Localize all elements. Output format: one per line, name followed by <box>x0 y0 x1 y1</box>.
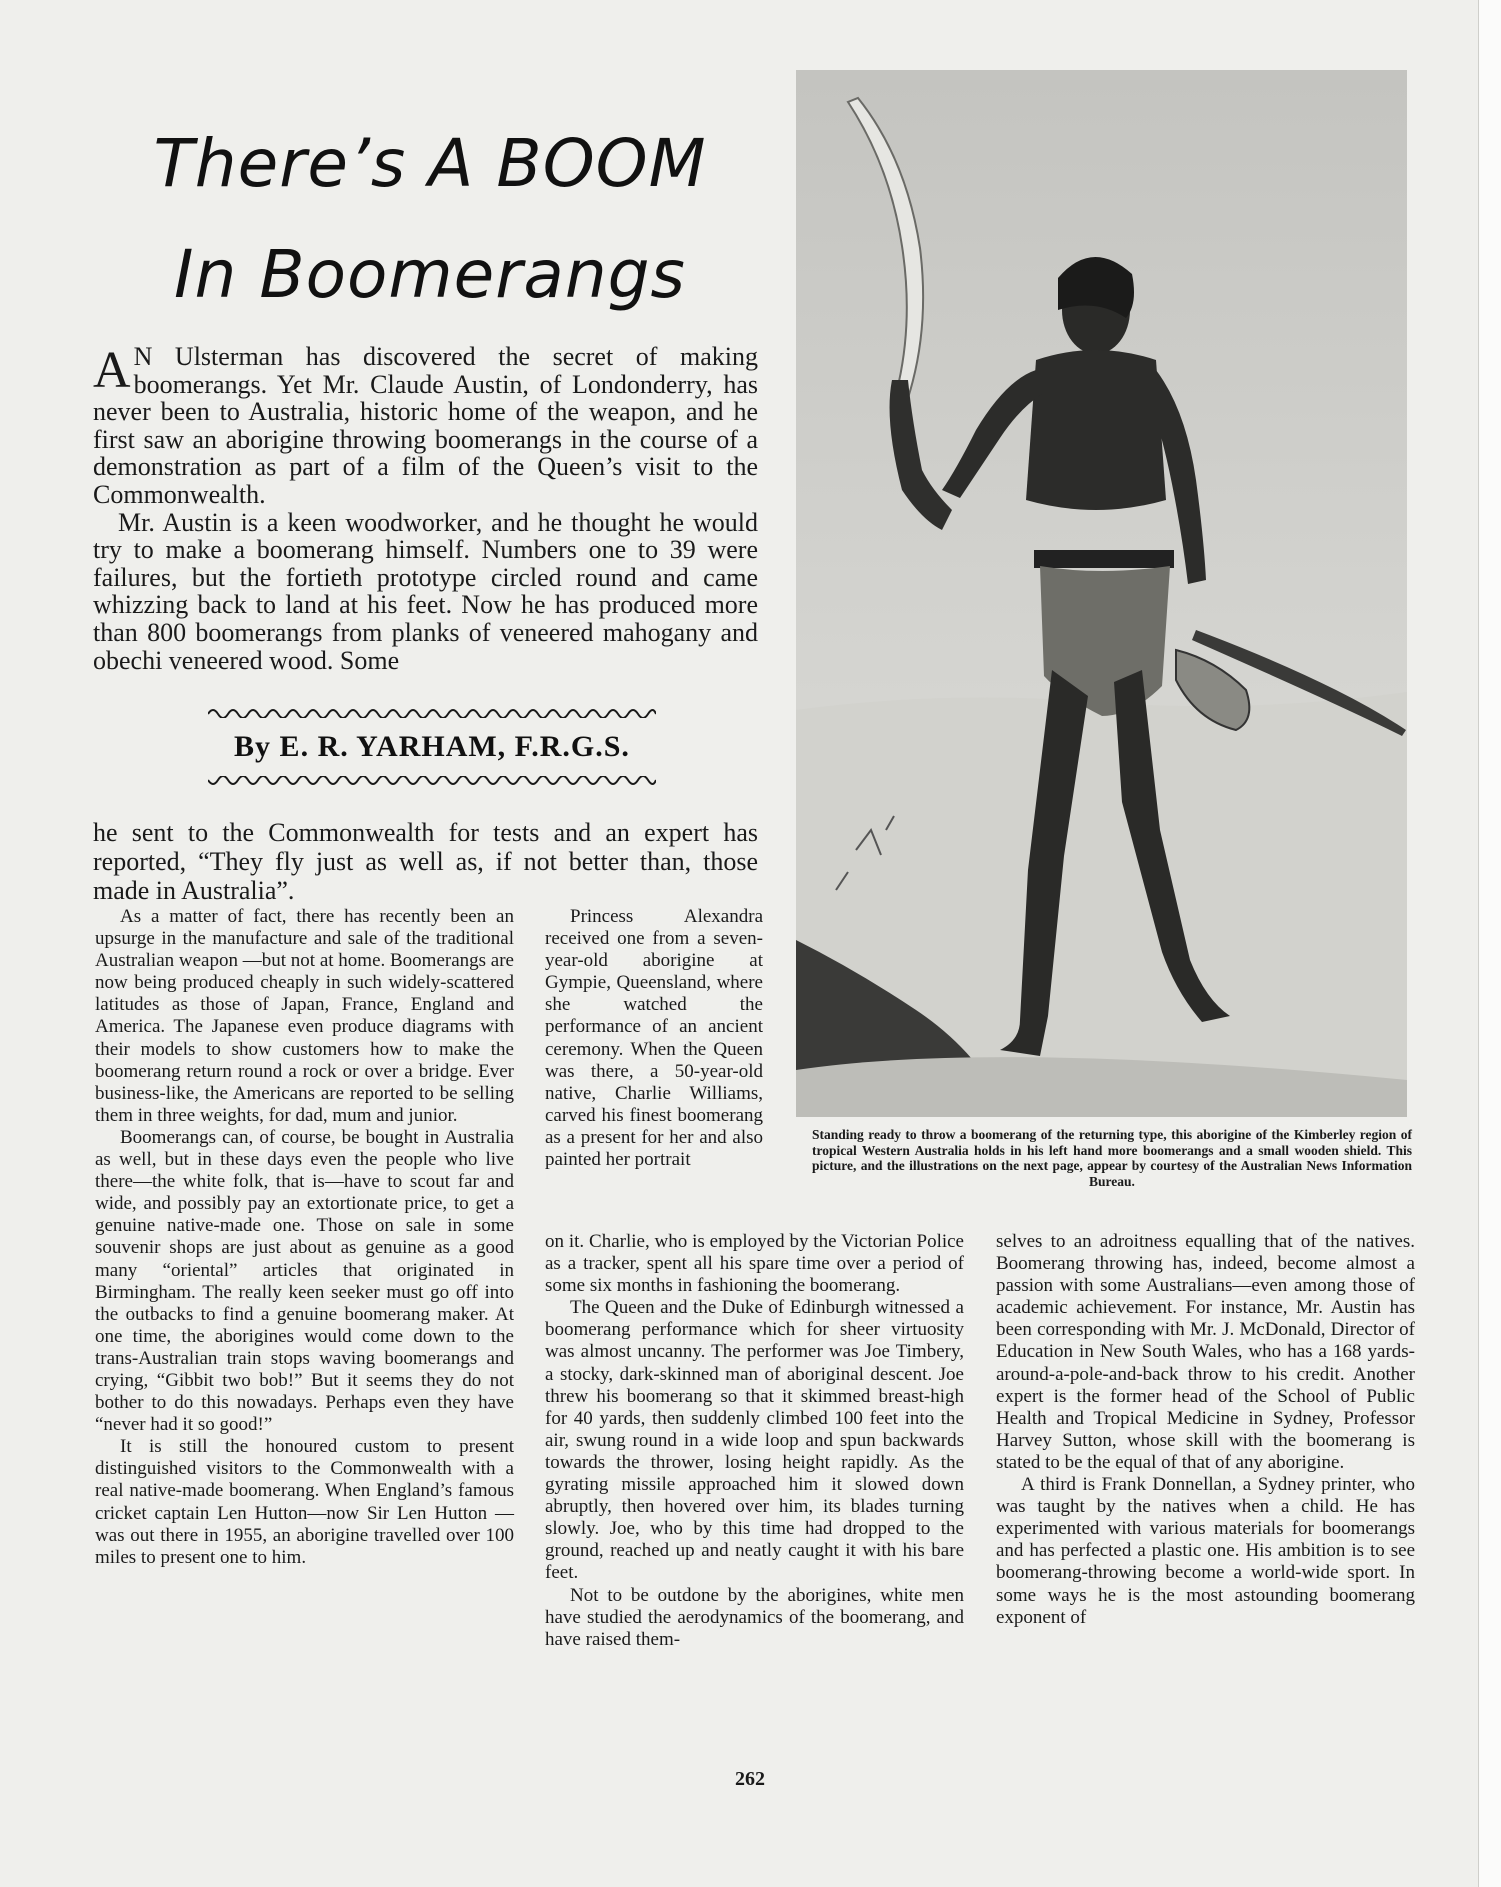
lead-continued: he sent to the Commonwealth for tests and an expert has reported, “They fly just as well as, if not better than, those made in Australia”. <box>93 818 758 905</box>
col2-bottom-paragraph-1: on it. Charlie, who is employed by the Victorian Police as a tracker, spent all his spare time over a period of some six months in fashioning the boomerang. <box>545 1231 964 1297</box>
byline-rule-top <box>208 704 656 718</box>
lead-paragraph-2: Mr. Austin is a keen woodworker, and he thought he would try to make a boomerang himself. Numbers one to 39 were failures, but the fortieth prototype circled round and came whizzing back to land at his feet. Now he has produced more than 800 boomerangs from planks of veneered mahogany and obechi veneered wood. Some <box>93 507 758 675</box>
column-2-bottom <box>545 1231 964 1651</box>
page-edge <box>1478 0 1501 1887</box>
lead-paragraphs <box>93 343 758 674</box>
aborigine-with-boomerang-icon <box>796 70 1407 1117</box>
title-line-1: There’s A BOOM <box>153 125 707 202</box>
column-1 <box>95 906 514 1569</box>
column-3 <box>996 1231 1415 1629</box>
title-line-2: In Boomerangs <box>174 236 686 313</box>
col2-bottom-paragraph-2: The Queen and the Duke of Edinburgh witnessed a boomerang performance which for sheer virtuosity was almost uncanny. The performer was Joe Timbery, a stocky, dark-skinned man of aboriginal descent. Joe threw his boomerang so that it skimmed breast-high for 40 yards, then suddenly climbed 100 feet into the air, swung round in a wide loop and spun backwards towards the thrower, losing height rapidly. As the gyrating missile approached him it slowed down abruptly, then hovered over him, its blades turning slowly. Joe, who by this time had dropped to the ground, reached up and neatly caught it with his bare feet. <box>545 1297 964 1584</box>
lead-paragraph-1 <box>93 343 758 509</box>
lead-paragraph-1-text: N Ulsterman has discovered the secret of making boomerangs. Yet Mr. Claude Austin, of Londonderry, has never been to Australia, historic home of the weapon, and he first saw an aborigine throwing boomerangs in the course of a demonstration as part of a film of the Queen’s visit to the Commonwealth. <box>93 342 758 509</box>
byline-rule-bottom <box>208 776 656 790</box>
col1-paragraph-2: Boomerangs can, of course, be bought in Australia as well, but in these days even the people who live there—the white folk, that is—have to scout far and wide, and possibly pay an extortionate price, to get a genuine native-made one. Those on sale in some souvenir shops are just about as genuine as a good many “oriental” articles that originated in Birmingham. The really keen seeker must go off into the outbacks to find a genuine boomerang maker. At one time, the aborigines would come down to the trans-Australian train stops waving boomerangs and crying, “Gibbit two bob!” But it seems they do not bother to do this nowadays. Perhaps even they have “never had it so good!” <box>95 1126 514 1436</box>
col2-bottom-paragraph-3: Not to be outdone by the aborigines, white men have studied the aerodynamics of the boomerang, and have raised them- <box>545 1584 964 1650</box>
wave-rule-bottom-icon <box>208 776 656 790</box>
col1-paragraph-1: As a matter of fact, there has recently been an upsurge in the manufacture and sale of the traditional Australian weapon —but not at home. Boomerangs are now being produced cheaply in such widely-scattered latitudes as those of Japan, France, England and America. The Japanese even produce diagrams with their models to show customers how to make the boomerang return round a rock or over a bridge. Ever business-like, the Americans are reported to be selling them in three weights, for dad, mum and junior. <box>95 906 514 1126</box>
col3-paragraph-2: A third is Frank Donnellan, a Sydney printer, who was taught by the natives when a child. He has experimented with various materials for boomerangs and has perfected a plastic one. His ambition is to see boomerang-throwing become a world-wide sport. In some ways he is the most astounding boomerang exponent of <box>996 1474 1415 1628</box>
col3-paragraph-1: selves to an adroitness equalling that of the natives. Boomerang throwing has, indeed, become almost a passion with some Australians—even among those of academic achievement. For instance, Mr. Austin has been corresponding with Mr. J. McDonald, Director of Education in New South Wales, who has a 168 yards-around-a-pole-and-back throw to his credit. Another expert is the former head of the School of Public Health and Tropical Medicine in Sydney, Professor Harvey Sutton, whose skill with the boomerang is stated to be the equal of that of any aborigine. <box>996 1231 1415 1473</box>
drop-cap: A <box>93 342 131 399</box>
photo-caption: Standing ready to throw a boomerang of the returning type, this aborigine of the Kimberley region of tropical Western Australia holds in his left hand more boomerangs and a small wooden shield. This picture, and the illustrations on the next page, appear by courtesy of the Australian News Information Bureau. <box>812 1127 1412 1189</box>
col2-top-paragraph: Princess Alexandra received one from a seven-year-old aborigine at Gympie, Queensland, where she watched the performance of an ancient ceremony. When the Queen was there, a 50-year-old native, Charlie Williams, carved his finest boomerang as a present for her and also painted her portrait <box>545 906 763 1171</box>
column-2-top <box>545 906 763 1171</box>
aborigine-photo <box>796 70 1407 1117</box>
byline: By E. R. YARHAM, F.R.G.S. <box>234 730 630 763</box>
article-title <box>150 108 710 330</box>
page-number: 262 <box>735 1768 765 1790</box>
wave-rule-top-icon <box>208 704 656 718</box>
col1-paragraph-3: It is still the honoured custom to present distinguished visitors to the Commonwealth with a real native-made boomerang. When England’s famous cricket captain Len Hutton—now Sir Len Hutton —was out there in 1955, an aborigine travelled over 100 miles to present one to him. <box>95 1436 514 1568</box>
